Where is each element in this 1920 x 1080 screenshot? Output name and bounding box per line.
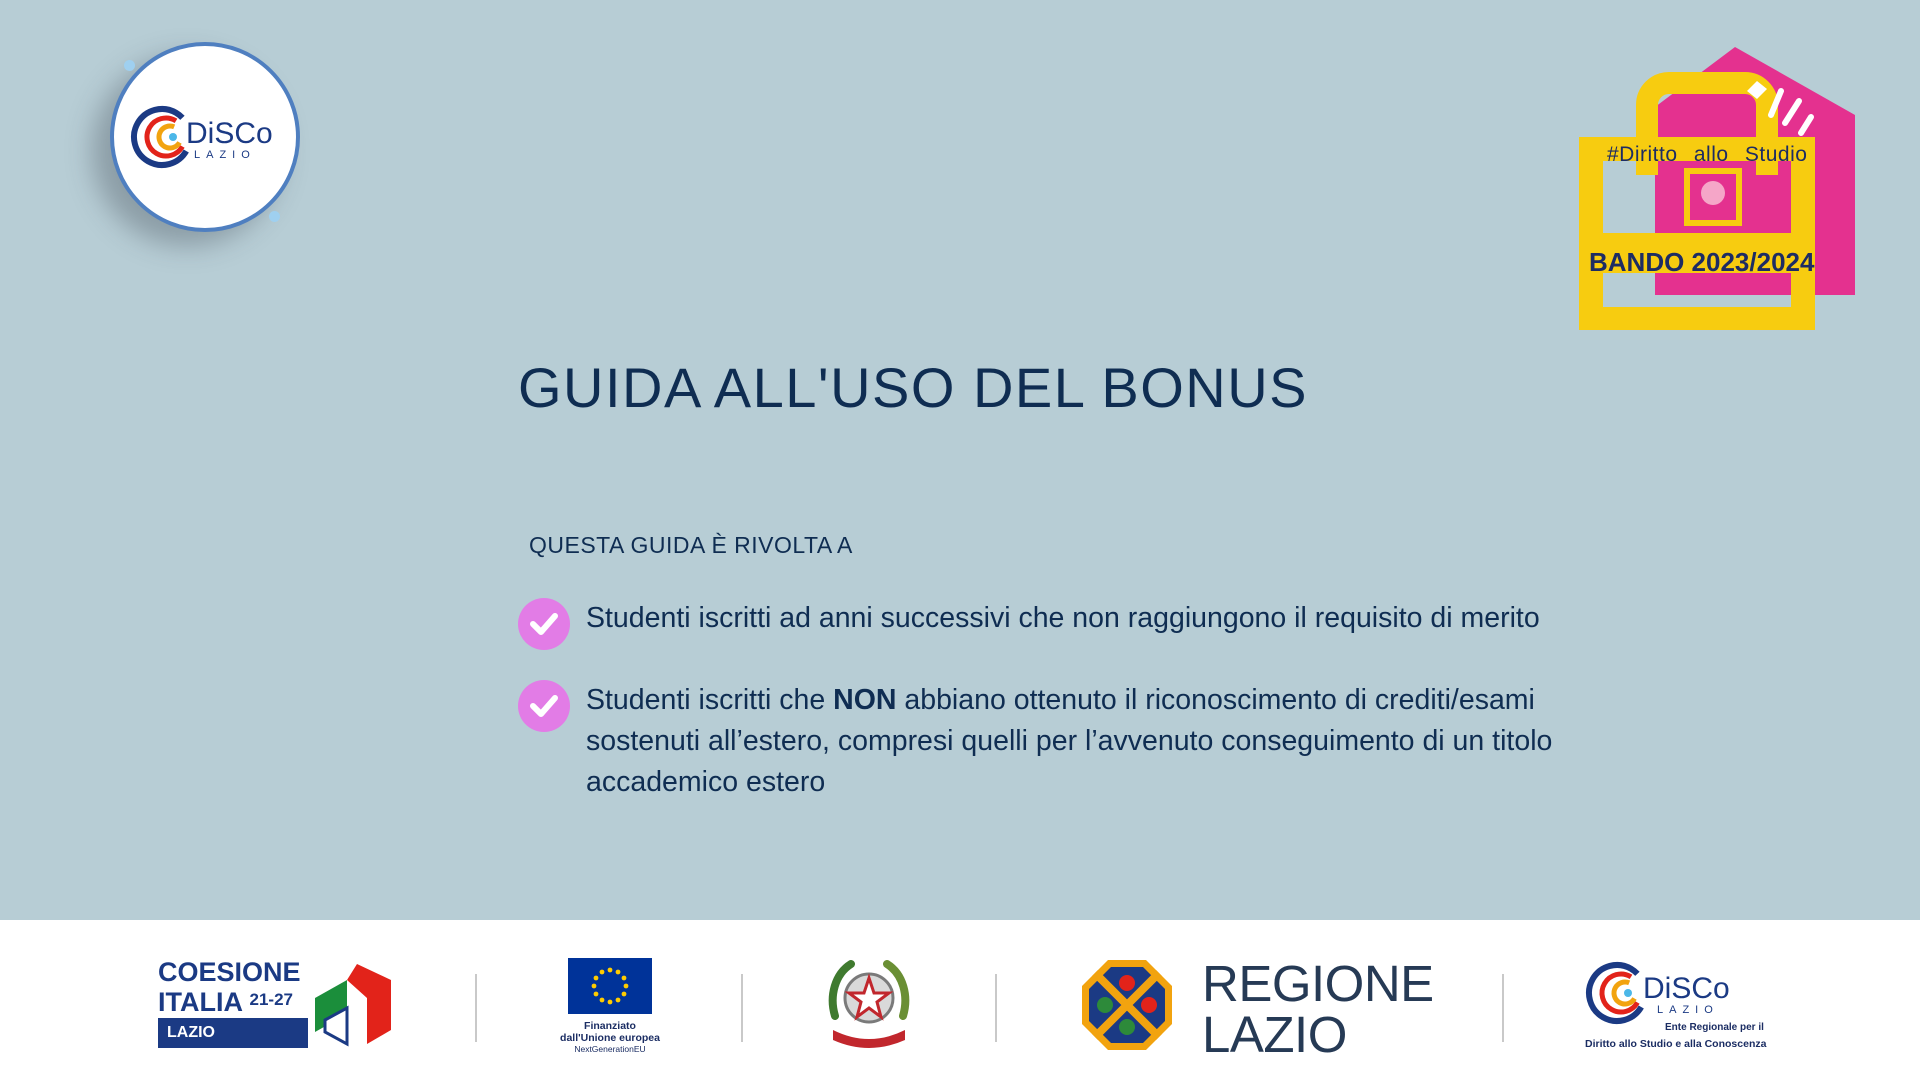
list-item-text: Studenti iscritti che NON abbiano ottenuto il riconoscimento di crediti/esami sostenuti all’estero, compresi quelli per l’avvenuto conseguimento di un titolo accademico estero [586, 684, 1553, 798]
disco-logo-icon [130, 92, 280, 182]
coesione-arrow-icon [305, 958, 395, 1050]
eu-line2: dall'Unione europea [560, 1032, 660, 1044]
guide-audience-heading: QUESTA GUIDA È RIVOLTA A [529, 532, 853, 558]
decorative-dot [124, 60, 135, 71]
coesione-italia-logo [155, 958, 395, 1050]
disco-logo-badge [110, 42, 300, 232]
footer-divider [741, 974, 743, 1042]
eu-line3: NextGenerationEU [574, 1044, 646, 1054]
footer-divider [475, 974, 477, 1042]
bando-logo [1575, 45, 1860, 330]
footer-divider [1502, 974, 1504, 1042]
check-icon [518, 680, 570, 732]
regione-lazio-text: REGIONE LAZIO [1202, 955, 1434, 1063]
emblem-icon [825, 956, 913, 1050]
coesione-region: LAZIO [158, 1018, 308, 1048]
eu-flag-icon [568, 958, 652, 1014]
footer-logos [0, 920, 1920, 1080]
check-icon [518, 598, 570, 650]
italian-republic-emblem [825, 956, 913, 1050]
svg-text:LAZIO: LAZIO [194, 149, 256, 161]
regione-lazio-logo [1080, 955, 1434, 1063]
disco-footer-logo [1585, 958, 1765, 1058]
svg-text:DiSCo: DiSCo [186, 117, 273, 150]
list-item [518, 598, 1608, 650]
bando-year: BANDO 2023/2024 [1589, 247, 1815, 277]
eu-funding-logo [558, 958, 662, 1068]
disco-logo-icon [1585, 958, 1765, 1028]
emphasis-non: NON [833, 684, 897, 716]
regione-lazio-crest-icon [1080, 958, 1174, 1052]
svg-text:DiSCo: DiSCo [1643, 972, 1730, 1005]
decorative-dot [269, 211, 280, 222]
svg-text:LAZIO: LAZIO [1657, 1004, 1719, 1016]
eu-line1: Finanziato [584, 1020, 636, 1032]
list-item-text: Studenti iscritti ad anni successivi che non raggiungono il requisito di merito [586, 602, 1540, 634]
bando-hashtag: #Diritto allo Studio [1607, 143, 1808, 166]
disco-tagline: Diritto allo Studio e alla Conoscenza [1585, 1038, 1767, 1050]
footer-divider [995, 974, 997, 1042]
page-title: GUIDA ALL'USO DEL BONUS [518, 356, 1309, 419]
disco-ente-text: Ente Regionale per il [1665, 1022, 1764, 1033]
list-item [518, 680, 1608, 803]
house-lock-icon [1575, 45, 1860, 330]
audience-list [518, 598, 1608, 833]
coesione-title: COESIONE ITALIA $^{21-27}$ [158, 957, 301, 1017]
